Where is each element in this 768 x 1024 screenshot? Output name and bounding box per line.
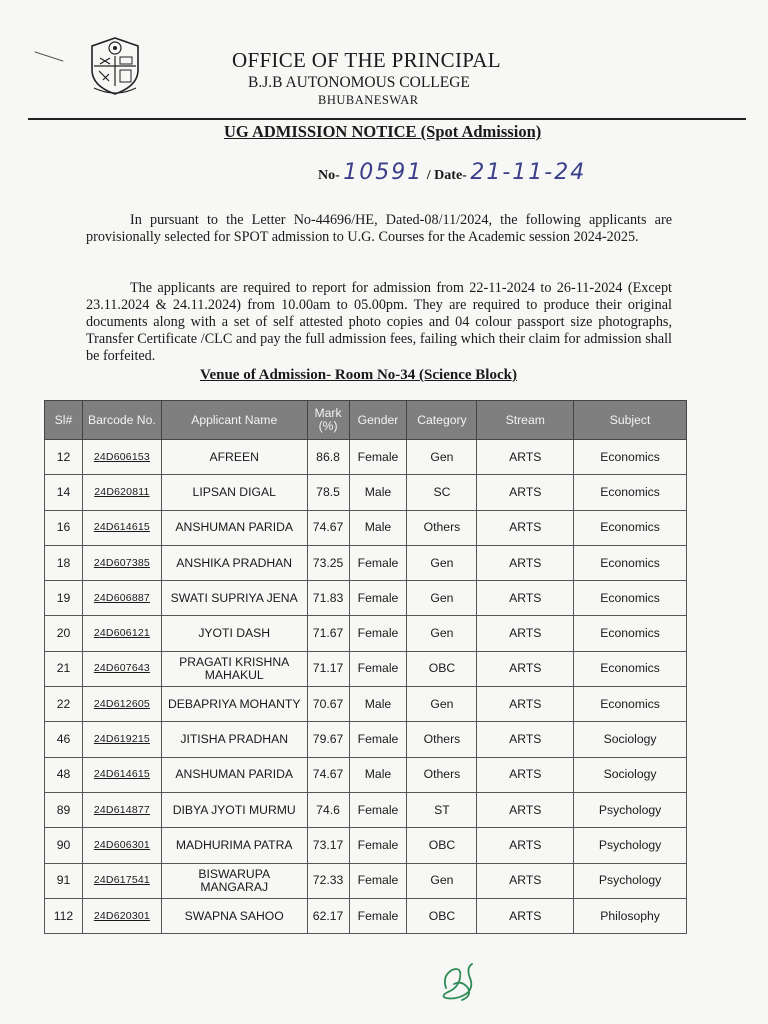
venue-heading: Venue of Admission- Room No-34 (Science Block): [200, 367, 517, 383]
cell-category: Gen: [407, 616, 477, 651]
cell-barcode[interactable]: 24D614877: [82, 792, 161, 827]
cell-sl: 90: [45, 828, 83, 863]
header-divider: [28, 118, 746, 120]
cell-subject: Economics: [574, 581, 687, 616]
table-row: [45, 792, 687, 827]
cell-mark: 79.67: [307, 722, 349, 757]
scan-artifact-line: [35, 51, 64, 61]
cell-name: PRAGATI KRISHNA MAHAKUL: [161, 651, 307, 686]
cell-subject: Economics: [574, 616, 687, 651]
cell-sl: 12: [45, 440, 83, 475]
cell-mark: 74.67: [307, 510, 349, 545]
cell-sl: 22: [45, 687, 83, 722]
cell-category: SC: [407, 475, 477, 510]
cell-subject: Psychology: [574, 828, 687, 863]
cell-name: SWATI SUPRIYA JENA: [161, 581, 307, 616]
cell-stream: ARTS: [477, 898, 574, 933]
table-row: [45, 616, 687, 651]
table-row: [45, 440, 687, 475]
office-title: OFFICE OF THE PRINCIPAL: [232, 48, 501, 72]
cell-mark: 74.6: [307, 792, 349, 827]
cell-name: DEBAPRIYA MOHANTY: [161, 687, 307, 722]
cell-subject: Economics: [574, 687, 687, 722]
cell-category: Gen: [407, 545, 477, 580]
cell-category: Gen: [407, 687, 477, 722]
cell-sl: 20: [45, 616, 83, 651]
college-city: BHUBANESWAR: [318, 93, 419, 107]
cell-category: Gen: [407, 440, 477, 475]
cell-stream: ARTS: [477, 616, 574, 651]
cell-stream: ARTS: [477, 722, 574, 757]
cell-barcode[interactable]: 24D607643: [82, 651, 161, 686]
cell-gender: Female: [349, 440, 407, 475]
cell-mark: 70.67: [307, 687, 349, 722]
table-header-row: [45, 401, 687, 440]
notice-date-label: / Date-: [426, 168, 467, 183]
cell-mark: 71.17: [307, 651, 349, 686]
cell-name: ANSHUMAN PARIDA: [161, 510, 307, 545]
cell-gender: Female: [349, 828, 407, 863]
cell-category: Others: [407, 757, 477, 792]
cell-barcode[interactable]: 24D606153: [82, 440, 161, 475]
cell-subject: Economics: [574, 510, 687, 545]
cell-barcode[interactable]: 24D607385: [82, 545, 161, 580]
cell-sl: 16: [45, 510, 83, 545]
cell-stream: ARTS: [477, 651, 574, 686]
cell-mark: 73.17: [307, 828, 349, 863]
cell-name: AFREEN: [161, 440, 307, 475]
admission-table: [44, 400, 687, 934]
cell-barcode[interactable]: 24D614615: [82, 757, 161, 792]
cell-subject: Philosophy: [574, 898, 687, 933]
cell-sl: 112: [45, 898, 83, 933]
cell-name: ANSHUMAN PARIDA: [161, 757, 307, 792]
column-header-category: Category: [407, 401, 477, 440]
table-row: [45, 545, 687, 580]
table-body: [45, 440, 687, 934]
cell-category: Others: [407, 510, 477, 545]
cell-stream: ARTS: [477, 475, 574, 510]
column-header-name: Applicant Name: [161, 401, 307, 440]
cell-mark: 86.8: [307, 440, 349, 475]
cell-mark: 71.83: [307, 581, 349, 616]
cell-sl: 91: [45, 863, 83, 898]
cell-mark: 73.25: [307, 545, 349, 580]
cell-category: ST: [407, 792, 477, 827]
table-row: [45, 757, 687, 792]
college-emblem-icon: [86, 36, 144, 98]
cell-subject: Psychology: [574, 792, 687, 827]
column-header-sl: Sl#: [45, 401, 83, 440]
cell-stream: ARTS: [477, 863, 574, 898]
cell-name: MADHURIMA PATRA: [161, 828, 307, 863]
cell-barcode[interactable]: 24D606887: [82, 581, 161, 616]
cell-sl: 46: [45, 722, 83, 757]
cell-name: ANSHIKA PRADHAN: [161, 545, 307, 580]
column-header-subject: Subject: [574, 401, 687, 440]
cell-subject: Economics: [574, 475, 687, 510]
cell-barcode[interactable]: 24D620811: [82, 475, 161, 510]
cell-name: JITISHA PRADHAN: [161, 722, 307, 757]
cell-subject: Psychology: [574, 863, 687, 898]
table-row: [45, 863, 687, 898]
cell-gender: Male: [349, 475, 407, 510]
cell-mark: 62.17: [307, 898, 349, 933]
cell-barcode[interactable]: 24D606301: [82, 828, 161, 863]
table-row: [45, 722, 687, 757]
cell-barcode[interactable]: 24D620301: [82, 898, 161, 933]
table-row: [45, 581, 687, 616]
signature-mark: [432, 958, 484, 1004]
cell-mark: 71.67: [307, 616, 349, 651]
college-name: B.J.B AUTONOMOUS COLLEGE: [248, 74, 470, 91]
cell-mark: 72.33: [307, 863, 349, 898]
cell-gender: Female: [349, 651, 407, 686]
notice-reference: [318, 160, 586, 185]
cell-category: OBC: [407, 898, 477, 933]
cell-gender: Male: [349, 510, 407, 545]
table-row: [45, 687, 687, 722]
table-row: [45, 475, 687, 510]
cell-category: Gen: [407, 863, 477, 898]
cell-name: BISWARUPA MANGARAJ: [161, 863, 307, 898]
paragraph-instructions: The applicants are required to report for admission from 22-11-2024 to 26-11-2024 (Except 23.11.2024 & 24.11.2024) from 10.00am to 05.00pm. They are required to produce their original documents along with a set of self attested photo copies and 04 colour passport size photographs, Transfer Certificate /CLC and pay the full admission fees, failing which their claim for admission shall be forfeited.: [86, 280, 672, 365]
cell-category: OBC: [407, 651, 477, 686]
cell-stream: ARTS: [477, 828, 574, 863]
cell-stream: ARTS: [477, 757, 574, 792]
cell-stream: ARTS: [477, 687, 574, 722]
cell-stream: ARTS: [477, 440, 574, 475]
cell-barcode[interactable]: 24D614615: [82, 510, 161, 545]
cell-sl: 21: [45, 651, 83, 686]
cell-gender: Female: [349, 792, 407, 827]
cell-gender: Female: [349, 898, 407, 933]
cell-subject: Economics: [574, 440, 687, 475]
cell-sl: 89: [45, 792, 83, 827]
notice-no-value: 10591: [343, 160, 424, 185]
cell-barcode[interactable]: 24D612605: [82, 687, 161, 722]
table-row: [45, 651, 687, 686]
cell-subject: Sociology: [574, 757, 687, 792]
cell-category: OBC: [407, 828, 477, 863]
cell-gender: Female: [349, 616, 407, 651]
table-row: [45, 510, 687, 545]
table-row: [45, 828, 687, 863]
cell-subject: Economics: [574, 651, 687, 686]
cell-gender: Female: [349, 545, 407, 580]
notice-no-label: No-: [318, 168, 340, 183]
table-row: [45, 898, 687, 933]
cell-stream: ARTS: [477, 792, 574, 827]
cell-mark: 78.5: [307, 475, 349, 510]
cell-sl: 14: [45, 475, 83, 510]
column-header-barcode: Barcode No.: [82, 401, 161, 440]
cell-gender: Female: [349, 581, 407, 616]
cell-barcode[interactable]: 24D617541: [82, 863, 161, 898]
cell-name: SWAPNA SAHOO: [161, 898, 307, 933]
cell-sl: 18: [45, 545, 83, 580]
cell-category: Others: [407, 722, 477, 757]
paragraph-selection: In pursuant to the Letter No-44696/HE, Dated-08/11/2024, the following applicants are provisionally selected for SPOT admission to U.G. Courses for the Academic session 2024-2025.: [86, 212, 672, 246]
column-header-mark: Mark (%): [307, 401, 349, 440]
cell-mark: 74.67: [307, 757, 349, 792]
cell-barcode[interactable]: 24D606121: [82, 616, 161, 651]
cell-stream: ARTS: [477, 510, 574, 545]
notice-date-value: 21-11-24: [470, 160, 587, 185]
cell-sl: 19: [45, 581, 83, 616]
cell-category: Gen: [407, 581, 477, 616]
cell-stream: ARTS: [477, 545, 574, 580]
cell-gender: Female: [349, 722, 407, 757]
cell-name: LIPSAN DIGAL: [161, 475, 307, 510]
cell-gender: Male: [349, 687, 407, 722]
cell-stream: ARTS: [477, 581, 574, 616]
cell-barcode[interactable]: 24D619215: [82, 722, 161, 757]
cell-sl: 48: [45, 757, 83, 792]
column-header-gender: Gender: [349, 401, 407, 440]
cell-gender: Male: [349, 757, 407, 792]
cell-name: DIBYA JYOTI MURMU: [161, 792, 307, 827]
cell-subject: Sociology: [574, 722, 687, 757]
cell-name: JYOTI DASH: [161, 616, 307, 651]
notice-title: UG ADMISSION NOTICE (Spot Admission): [224, 122, 542, 141]
cell-subject: Economics: [574, 545, 687, 580]
column-header-stream: Stream: [477, 401, 574, 440]
cell-gender: Female: [349, 863, 407, 898]
